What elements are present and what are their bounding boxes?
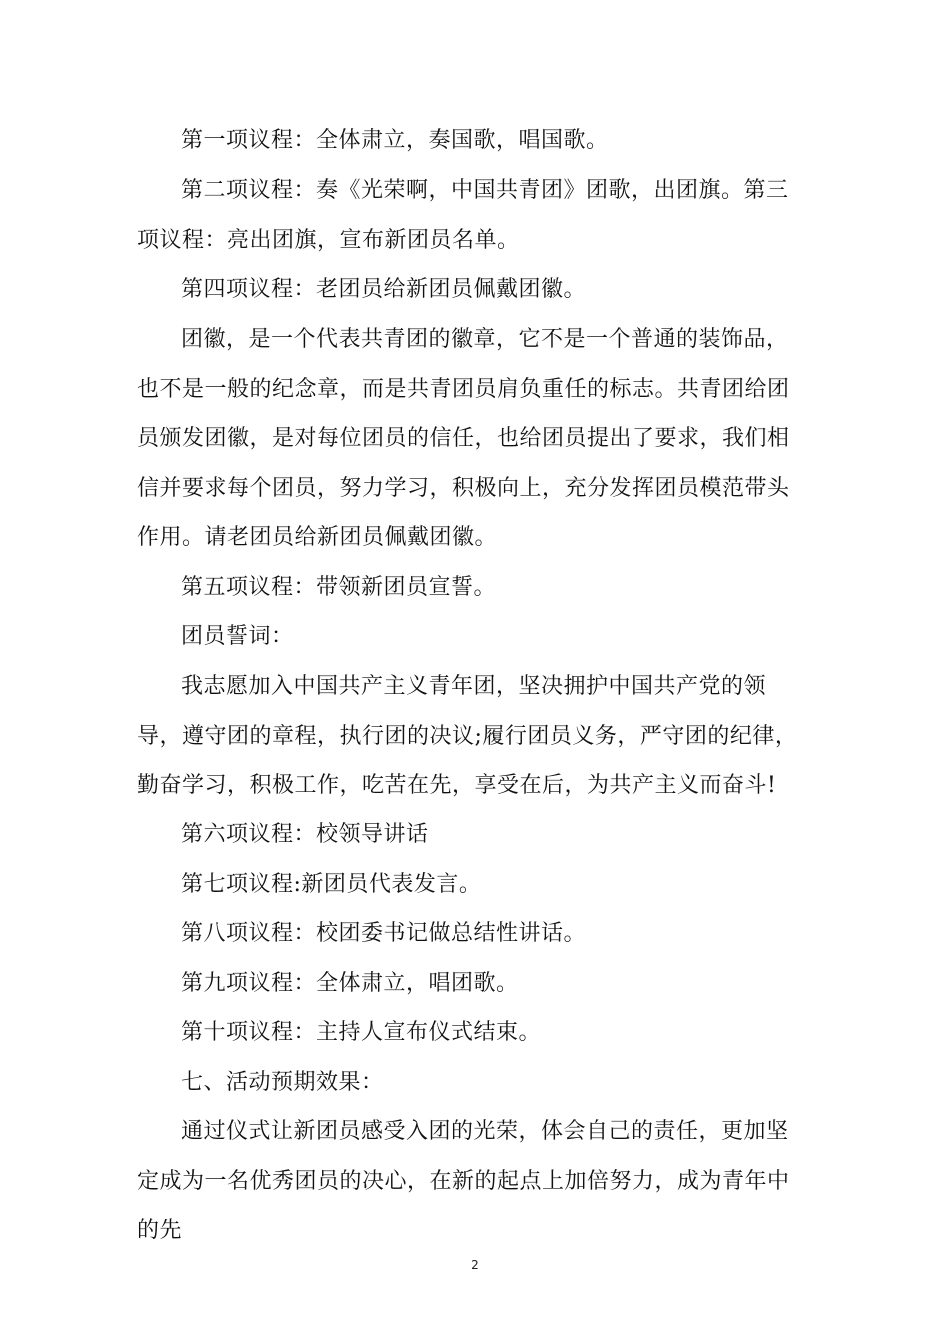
paragraph-agenda-9: 第九项议程：全体肃立，唱团歌。 bbox=[181, 971, 519, 996]
paragraph-oath-heading: 团员誓词： bbox=[181, 624, 294, 649]
section-heading-expected-effect: 七、活动预期效果： bbox=[181, 1070, 384, 1095]
paragraph-agenda-6: 第六项议程：校领导讲话 bbox=[181, 822, 429, 847]
paragraph-expected-effect: 通过仪式让新团员感受入团的光荣，体会自己的责任，更加坚定成为一名优秀团员的决心，在新的起点上加倍努力，成为青年中的先 bbox=[137, 1119, 790, 1243]
paragraph-agenda-8: 第八项议程：校团委书记做总结性讲话。 bbox=[181, 921, 587, 946]
paragraph-agenda-10: 第十项议程：主持人宣布仪式结束。 bbox=[181, 1020, 542, 1045]
paragraph-agenda-2-3: 第二项议程：奏《光荣啊，中国共青团》团歌，出团旗。第三项议程：亮出团旗，宣布新团员名单。 bbox=[137, 178, 789, 253]
paragraph-emblem-description: 团徽，是一个代表共青团的徽章，它不是一个普通的装饰品，也不是一般的纪念章，而是共青团员肩负重任的标志。共青团给团员颁发团徽，是对每位团员的信任，也给团员提出了要求，我们相信并要求每个团员，努力学习，积极向上，充分发挥团员模范带头作用。请老团员给新团员佩戴团徽。 bbox=[137, 327, 790, 550]
paragraph-agenda-7: 第七项议程:新团员代表发言。 bbox=[181, 872, 482, 897]
paragraph-oath-text: 我志愿加入中国共产主义青年团，坚决拥护中国共产党的领导，遵守团的章程，执行团的决议;履行团员义务，严守团的纪律，勤奋学习，积极工作，吃苦在先，享受在后，为共产主义而奋斗! bbox=[137, 674, 798, 798]
paragraph-agenda-5: 第五项议程：带领新团员宣誓。 bbox=[181, 575, 497, 600]
paragraph-agenda-4: 第四项议程：老团员给新团员佩戴团徽。 bbox=[181, 277, 587, 302]
page-number: 2 bbox=[471, 1258, 479, 1272]
paragraph-agenda-1: 第一项议程：全体肃立，奏国歌，唱国歌。 bbox=[181, 128, 609, 153]
